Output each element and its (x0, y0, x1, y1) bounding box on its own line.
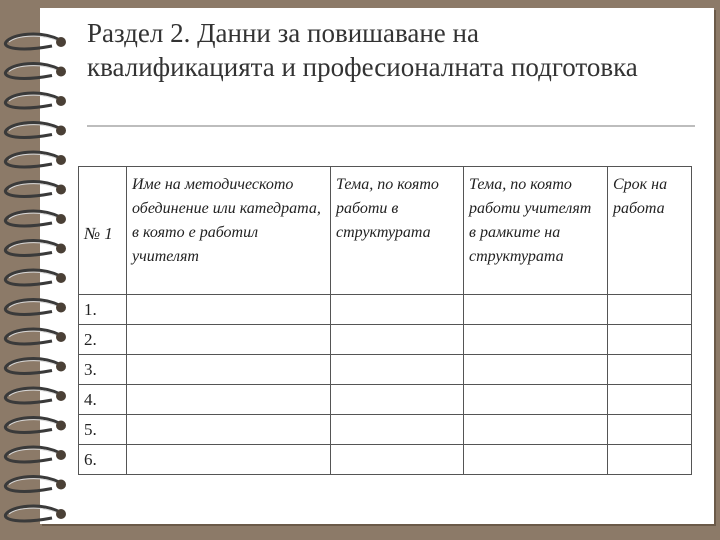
table-cell[interactable] (608, 385, 692, 415)
spiral-binding-icon (0, 0, 80, 540)
binding-hole-icon (56, 332, 66, 342)
table-row (79, 445, 692, 475)
table-cell[interactable] (331, 445, 464, 475)
table-cell[interactable] (608, 355, 692, 385)
binding-hole-icon (56, 421, 66, 431)
binding-hole-icon (56, 126, 66, 136)
table-row (79, 355, 692, 385)
row-number: 3. (79, 355, 127, 385)
table-cell[interactable] (608, 445, 692, 475)
table-row (79, 415, 692, 445)
header-work-period: Срок на работа (608, 167, 692, 295)
table-cell[interactable] (464, 325, 608, 355)
binding-hole-icon (56, 450, 66, 460)
table-cell[interactable] (464, 355, 608, 385)
header-department: Име на методическото обединение или катедрата, в която е работил учителят (127, 167, 331, 295)
table-cell[interactable] (608, 325, 692, 355)
table-cell[interactable] (331, 385, 464, 415)
row-number: 1. (79, 295, 127, 325)
table-cell[interactable] (127, 355, 331, 385)
table-row (79, 295, 692, 325)
binding-hole-icon (56, 37, 66, 47)
binding-hole-icon (56, 214, 66, 224)
row-number: 4. (79, 385, 127, 415)
binding-hole-icon (56, 273, 66, 283)
table-cell[interactable] (331, 415, 464, 445)
row-number: 5. (79, 415, 127, 445)
header-structure-topic: Тема, по която работи в структурата (331, 167, 464, 295)
table-cell[interactable] (331, 295, 464, 325)
title-divider (87, 125, 695, 127)
row-number: 2. (79, 325, 127, 355)
binding-hole-icon (56, 391, 66, 401)
table-cell[interactable] (127, 385, 331, 415)
binding-hole-icon (56, 244, 66, 254)
slide-title: Раздел 2. Данни за повишаване на квалификацията и професионалната подготовка (87, 18, 638, 82)
header-number: № 1 (79, 167, 127, 295)
table-cell[interactable] (464, 445, 608, 475)
table-cell[interactable] (127, 295, 331, 325)
binding-hole-icon (56, 303, 66, 313)
table-cell[interactable] (608, 295, 692, 325)
binding-hole-icon (56, 509, 66, 519)
row-number: 6. (79, 445, 127, 475)
table-cell[interactable] (464, 295, 608, 325)
table-cell[interactable] (464, 415, 608, 445)
table-cell[interactable] (331, 325, 464, 355)
binding-hole-icon (56, 67, 66, 77)
table-cell[interactable] (127, 415, 331, 445)
header-teacher-topic: Тема, по която работи учителят в рамките на структурата (464, 167, 608, 295)
binding-hole-icon (56, 96, 66, 106)
table-cell[interactable] (608, 415, 692, 445)
binding-hole-icon (56, 185, 66, 195)
table-cell[interactable] (127, 445, 331, 475)
table-cell[interactable] (127, 325, 331, 355)
table-row (79, 325, 692, 355)
binding-hole-icon (56, 480, 66, 490)
table-header-row (79, 167, 692, 295)
table-cell[interactable] (331, 355, 464, 385)
binding-hole-icon (56, 362, 66, 372)
table-row (79, 385, 692, 415)
binding-hole-icon (56, 155, 66, 165)
qualification-table (78, 166, 692, 475)
table-cell[interactable] (464, 385, 608, 415)
